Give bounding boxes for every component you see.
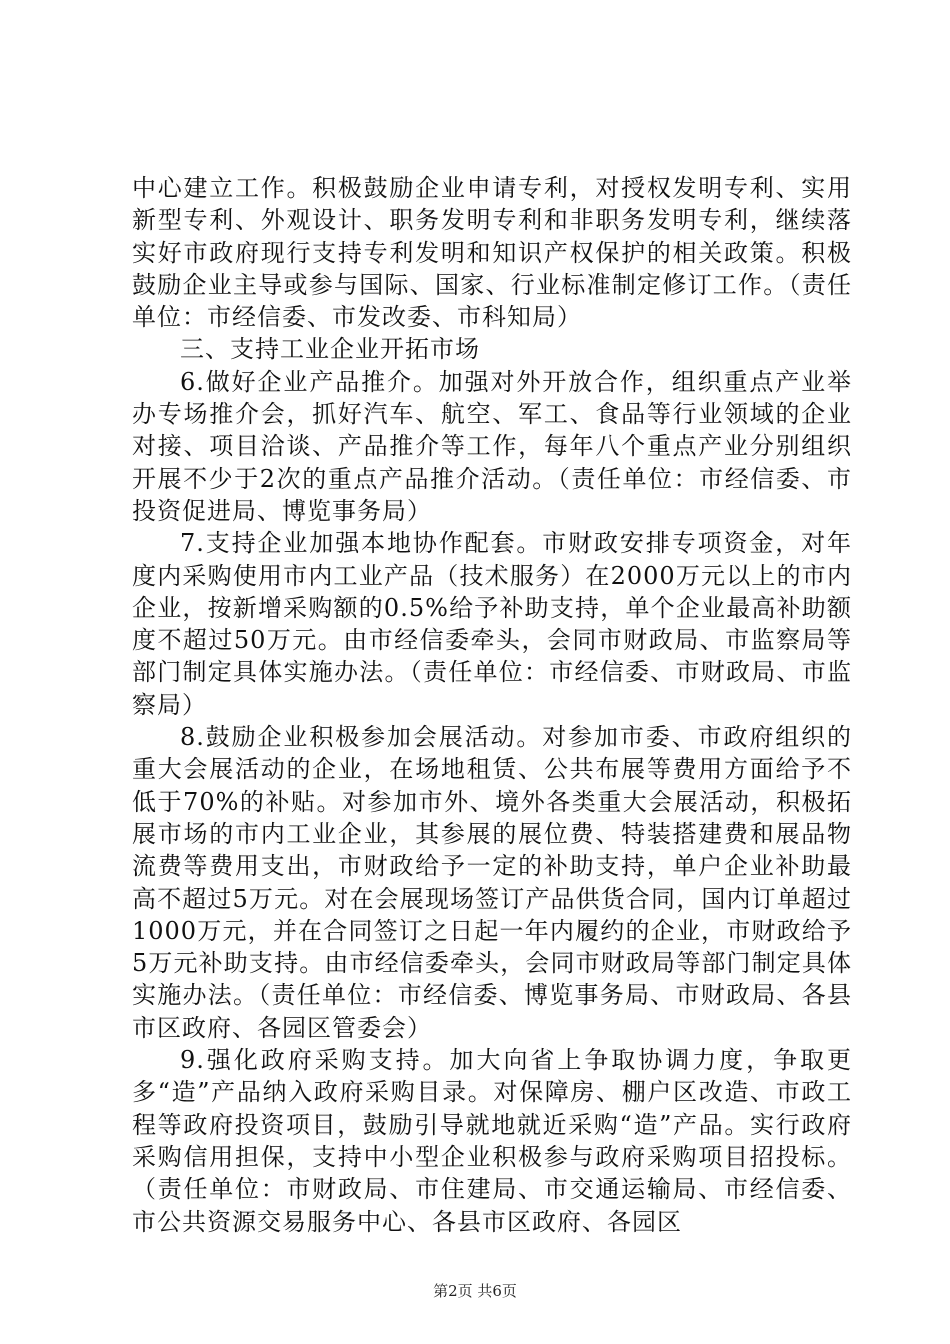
page-footer: 第2页 共6页 bbox=[433, 1282, 517, 1300]
section-heading: 三、支持工业企业开拓市场 bbox=[180, 335, 480, 364]
paragraph-item-8: 8.鼓励企业积极参加会展活动。对参加市委、市政府组织的重大会展活动的企业，在场地租赁、公共布展等费用方面给予不低于70%的补贴。对参加市外、境外各类重大会展活动，积极拓展市场的市内工业企业，其参展的展位费、特装搭建费和展品物流费等费用支出，市财政给予一定的补助支持，单户企业补助最高不超过5万元。对在会展现场签订产品供货合同，国内订单超过1000万元，并在合同签订之日起一年内履约的企业，市财政给予5万元补助支持。由市经信委牵头，会同市财政局等部门制定具体实施办法。（责任单位：市经信委、博览事务局、市财政局、各县市区政府、各园区管委会） bbox=[132, 723, 852, 1042]
document-body bbox=[132, 172, 852, 1238]
paragraph-continuation: 中心建立工作。积极鼓励企业申请专利，对授权发明专利、实用新型专利、外观设计、职务发明专利和非职务发明专利，继续落实好市政府现行支持专利发明和知识产权保护的相关政策。积极鼓励企业主导或参与国际、国家、行业标准制定修订工作。（责任单位：市经信委、市发改委、市科知局） bbox=[132, 174, 852, 332]
paragraph-item-7: 7.支持企业加强本地协作配套。市财政安排专项资金，对年度内采购使用市内工业产品（技术服务）在2000万元以上的市内企业，按新增采购额的0.5%给予补助支持，单个企业最高补助额度不超过50万元。由市经信委牵头，会同市财政局、市监察局等部门制定具体实施办法。（责任单位：市经信委、市财政局、市监察局） bbox=[132, 529, 852, 719]
paragraph-item-6: 6.做好企业产品推介。加强对外开放合作，组织重点产业举办专场推介会，抓好汽车、航空、军工、食品等行业领域的企业对接、项目洽谈、产品推介等工作，每年八个重点产业分别组织开展不少于2次的重点产品推介活动。（责任单位：市经信委、市投资促进局、博览事务局） bbox=[132, 367, 852, 525]
paragraph-item-9: 9.强化政府采购支持。加大向省上争取协调力度，争取更多“造”产品纳入政府采购目录。对保障房、棚户区改造、市政工程等政府投资项目，鼓励引导就地就近采购“造”产品。实行政府采购信用担保，支持中小型企业积极参与政府采购项目招投标。（责任单位：市财政局、市住建局、市交通运输局、市经信委、市公共资源交易服务中心、各县市区政府、各园区 bbox=[132, 1046, 852, 1236]
